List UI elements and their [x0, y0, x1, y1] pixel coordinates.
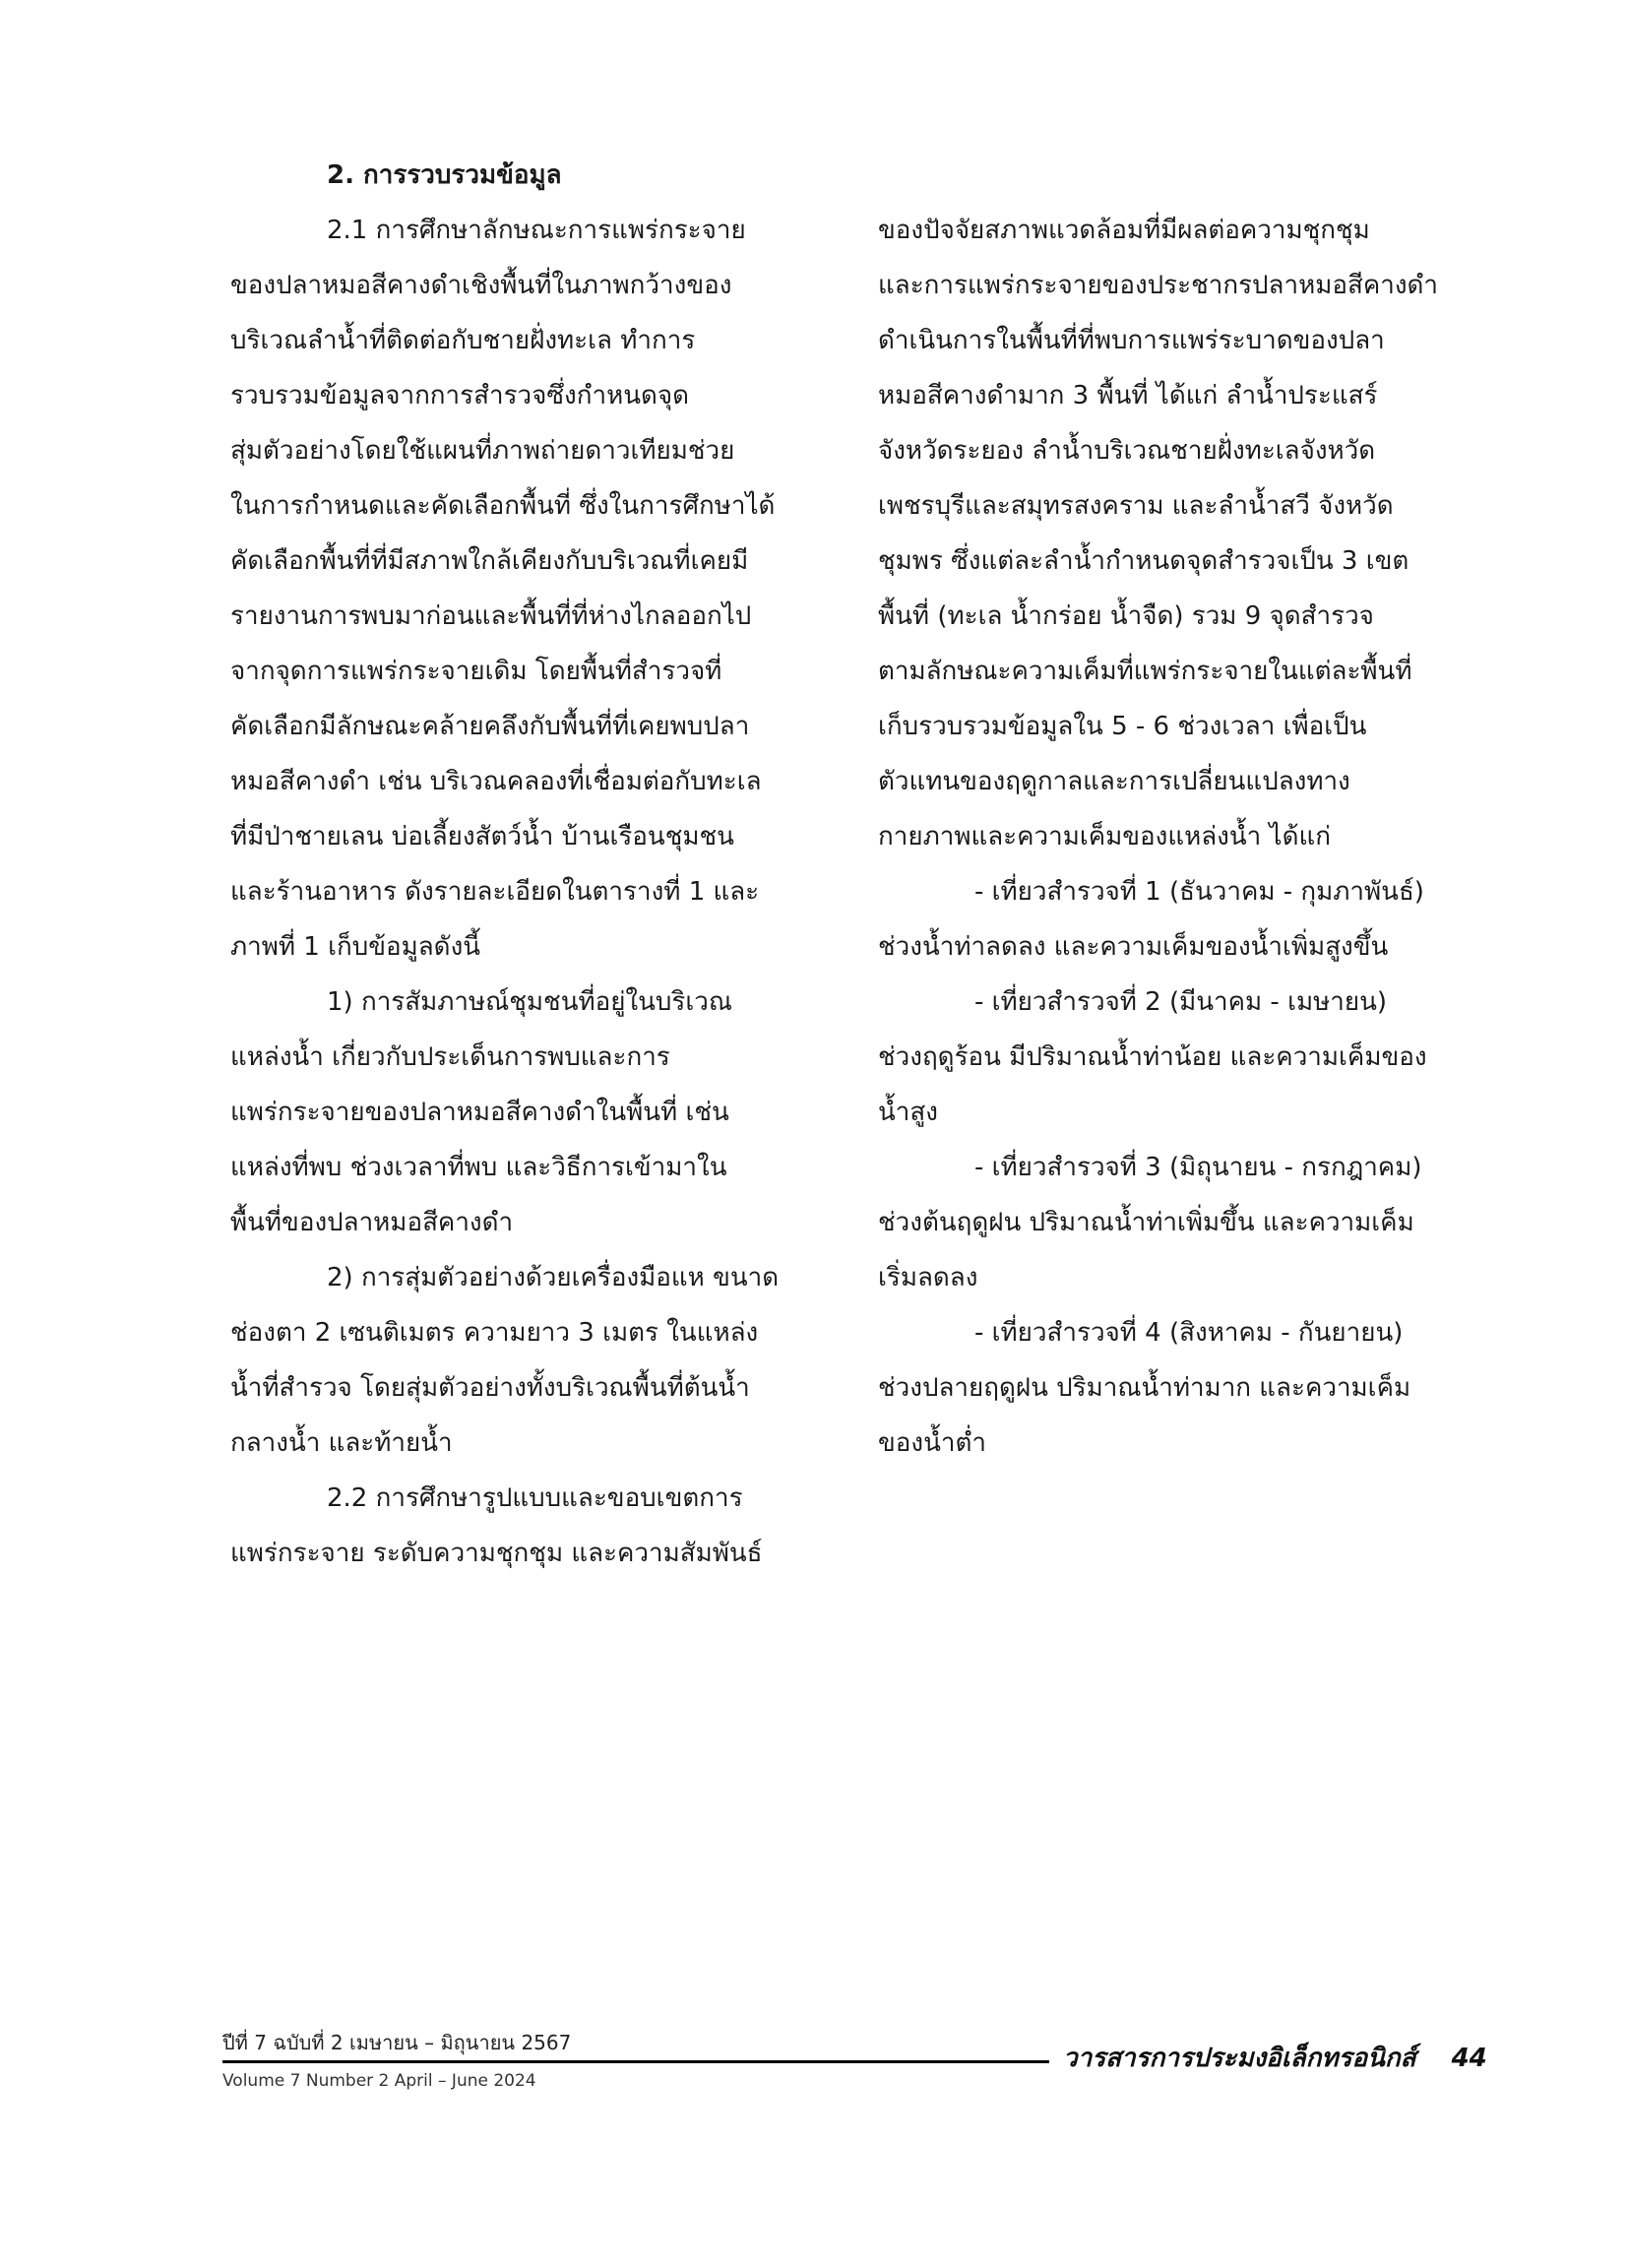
paragraph-line: บริเวณลำน้ำที่ติดต่อกับชายฝั่งทะเล ทำการ [230, 326, 696, 355]
paragraph-line: น้ำที่สำรวจ โดยสุ่มตัวอย่างทั้งบริเวณพื้นที่ต้นน้ำ [230, 1373, 750, 1403]
survey-item-line: - เที่ยวสำรวจที่ 1 (ธันวาคม - กุมภาพันธ์) [974, 877, 1424, 907]
paragraph-line: และการแพร่กระจายของประชากรปลาหมอสีคางดำ [878, 271, 1439, 300]
survey-item-line: - เที่ยวสำรวจที่ 2 (มีนาคม - เมษายน) [974, 987, 1387, 1017]
paragraph-line: แพร่กระจาย ระดับความชุกชุม และความสัมพันธ์ [230, 1539, 763, 1568]
paragraph-line: ดำเนินการในพื้นที่ที่พบการแพร่ระบาดของปลา [878, 326, 1385, 355]
paragraph-line: น้ำสูง [878, 1098, 938, 1127]
paragraph-line: ช่วงปลายฤดูฝน ปริมาณน้ำท่ามาก และความเค็ม [878, 1373, 1411, 1403]
paragraph-line: แพร่กระจายของปลาหมอสีคางดำในพื้นที่ เช่น [230, 1098, 729, 1127]
paragraph-line: ภาพที่ 1 เก็บข้อมูลดังนี้ [230, 932, 481, 962]
paragraph-line: พื้นที่ (ทะเล น้ำกร่อย น้ำจืด) รวม 9 จุดสำรวจ [878, 601, 1374, 631]
paragraph-line: พื้นที่ของปลาหมอสีคางดำ [230, 1208, 514, 1237]
paragraph-line: ที่มีป่าชายเลน บ่อเลี้ยงสัตว์น้ำ บ้านเรือนชุมชน [230, 822, 734, 851]
paragraph-line: คัดเลือกมีลักษณะคล้ายคลึงกับพื้นที่ที่เคยพบปลา [230, 712, 750, 741]
paragraph-line: ของปัจจัยสภาพแวดล้อมที่มีผลต่อความชุกชุม [878, 216, 1370, 245]
paragraph-line: ช่วงน้ำท่าลดลง และความเค็มของน้ำเพิ่มสูงขึ้น [878, 932, 1389, 962]
paragraph-line: แหล่งน้ำ เกี่ยวกับประเด็นการพบและการ [230, 1042, 670, 1072]
footer-divider [222, 2060, 1049, 2063]
paragraph-line: ช่วงต้นฤดูฝน ปริมาณน้ำท่าเพิ่มขึ้น และความเค็ม [878, 1208, 1414, 1237]
paragraph-line: หมอสีคางดำมาก 3 พื้นที่ ได้แก่ ลำน้ำประแสร์ [878, 381, 1378, 410]
section-heading: 2. การรวบรวมข้อมูล [327, 160, 562, 190]
paragraph-line: 2) การสุ่มตัวอย่างด้วยเครื่องมือแห ขนาด [327, 1263, 780, 1292]
paragraph-line: ช่องตา 2 เซนติเมตร ความยาว 3 เมตร ในแหล่ง [230, 1318, 759, 1348]
survey-item-line: - เที่ยวสำรวจที่ 4 (สิงหาคม - กันยายน) [974, 1318, 1404, 1348]
paragraph-line: เพชรบุรีและสมุทรสงคราม และลำน้ำสวี จังหวัด [878, 491, 1394, 521]
journal-name: วารสารการประมงอิเล็กทรอนิกส์ [1063, 2044, 1416, 2073]
paragraph-line: กลางน้ำ และท้ายน้ำ [230, 1428, 453, 1458]
paragraph-line: 2.1 การศึกษาลักษณะการแพร่กระจาย [327, 216, 746, 245]
paragraph-line: ในการกำหนดและคัดเลือกพื้นที่ ซึ่งในการศึกษาได้ [230, 491, 776, 521]
paragraph-line: 2.2 การศึกษารูปแบบและขอบเขตการ [327, 1483, 743, 1513]
left-column [230, 148, 787, 1581]
paragraph-line: จากจุดการแพร่กระจายเดิม โดยพื้นที่สำรวจที่ [230, 657, 722, 686]
paragraph-line: แหล่งที่พบ ช่วงเวลาที่พบ และวิธีการเข้ามาใน [230, 1153, 727, 1182]
paragraph-line: ตัวแทนของฤดูกาลและการเปลี่ยนแปลงทาง [878, 767, 1350, 796]
paragraph-line: รวบรวมข้อมูลจากการสำรวจซึ่งกำหนดจุด [230, 381, 689, 410]
paragraph-line: 1) การสัมภาษณ์ชุมชนที่อยู่ในบริเวณ [327, 987, 733, 1017]
paragraph-line: คัดเลือกพื้นที่ที่มีสภาพใกล้เคียงกับบริเวณที่เคยมี [230, 546, 749, 576]
footer-issue-thai [222, 2028, 571, 2057]
issue-english-text: Volume 7 Number 2 April – June 2024 [222, 2071, 536, 2091]
footer-journal [1063, 2038, 1487, 2078]
issue-thai-text: ปีที่ 7 ฉบับที่ 2 เมษายน – มิถุนายน 2567 [222, 2031, 572, 2054]
page-number: 44 [1451, 2044, 1487, 2073]
paragraph-line: ของน้ำต่ำ [878, 1428, 986, 1458]
paragraph-line: เริ่มลดลง [878, 1263, 978, 1292]
paragraph-line: ชุมพร ซึ่งแต่ละลำน้ำกำหนดจุดสำรวจเป็น 3 เขต [878, 546, 1409, 576]
paragraph-line: ตามลักษณะความเค็มที่แพร่กระจายในแต่ละพื้นที่ [878, 657, 1412, 686]
paragraph-line: จังหวัดระยอง ลำน้ำบริเวณชายฝั่งทะเลจังหวัด [878, 436, 1376, 466]
paragraph-line: หมอสีคางดำ เช่น บริเวณคลองที่เชื่อมต่อกับทะเล [230, 767, 762, 796]
paragraph-line: และร้านอาหาร ดังรายละเอียดในตารางที่ 1 และ [230, 877, 760, 907]
right-column [878, 203, 1447, 1471]
paragraph-line: ช่วงฤดูร้อน มีปริมาณน้ำท่าน้อย และความเค็มของ [878, 1042, 1427, 1072]
survey-item-line: - เที่ยวสำรวจที่ 3 (มิถุนายน - กรกฎาคม) [974, 1153, 1422, 1182]
paragraph-line: สุ่มตัวอย่างโดยใช้แผนที่ภาพถ่ายดาวเทียมช่วย [230, 436, 735, 466]
paragraph-line: กายภาพและความเค็มของแหล่งน้ำ ได้แก่ [878, 822, 1331, 851]
paragraph-line: รายงานการพบมาก่อนและพื้นที่ที่ห่างไกลออกไป [230, 601, 752, 631]
paragraph-line: เก็บรวบรวมข้อมูลใน 5 - 6 ช่วงเวลา เพื่อเป็น [878, 712, 1367, 741]
paragraph-line: ของปลาหมอสีคางดำเชิงพื้นที่ในภาพกว้างของ [230, 271, 732, 300]
